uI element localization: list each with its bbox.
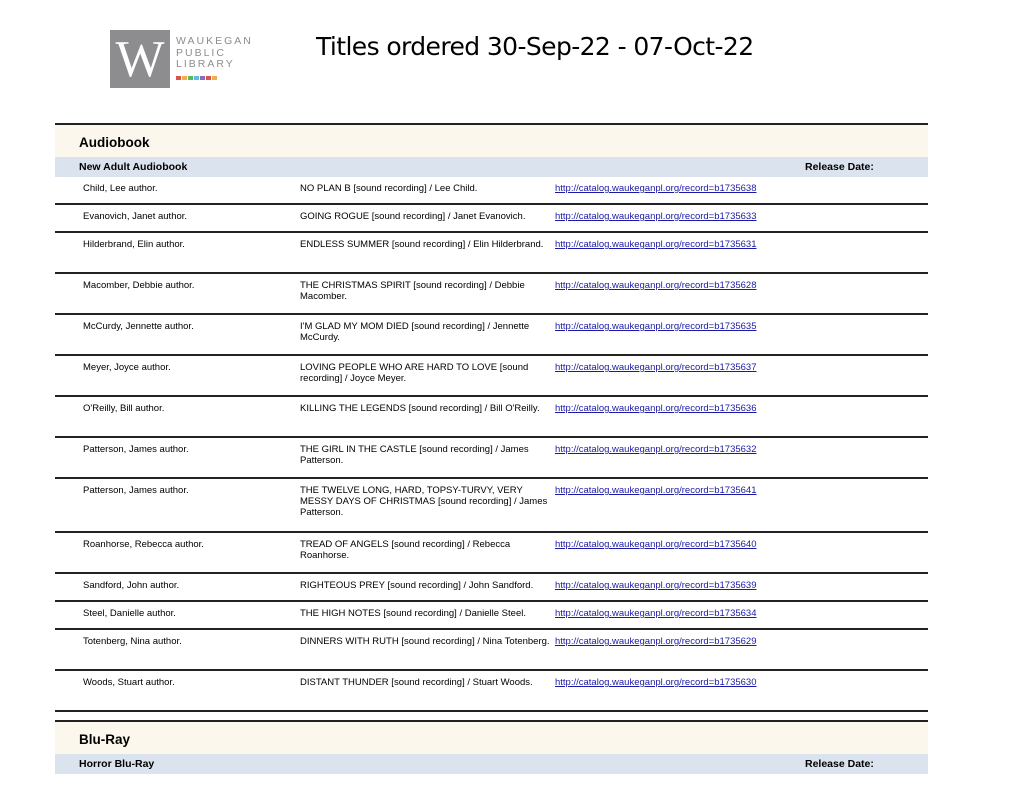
title-cell: KILLING THE LEGENDS [sound recording] / Bill O'Reilly. <box>300 403 540 414</box>
logo-color-dot <box>200 76 205 80</box>
title-cell: ENDLESS SUMMER [sound recording] / Elin Hilderbrand. <box>300 239 544 250</box>
release-date-label: Release Date: <box>805 758 874 770</box>
title-cell: THE CHRISTMAS SPIRIT [sound recording] / Debbie Macomber. <box>300 280 525 302</box>
table-row <box>55 533 928 574</box>
section-title: Audiobook <box>79 135 150 150</box>
section-header <box>55 720 928 754</box>
table-row <box>55 177 928 205</box>
table-row <box>55 397 928 438</box>
author-cell: Hilderbrand, Elin author. <box>83 239 185 250</box>
subsection-header <box>55 157 928 177</box>
title-cell: I'M GLAD MY MOM DIED [sound recording] / Jennette McCurdy. <box>300 321 530 343</box>
title-cell: THE GIRL IN THE CASTLE [sound recording] / James Patterson. <box>300 444 529 466</box>
titles-table <box>55 123 928 774</box>
subsection-header <box>55 754 928 774</box>
author-cell: O'Reilly, Bill author. <box>83 403 165 414</box>
release-date-label: Release Date: <box>805 161 874 173</box>
table-row <box>55 602 928 630</box>
subsection-title: New Adult Audiobook <box>79 161 188 173</box>
logo-color-dot <box>188 76 193 80</box>
author-cell: Macomber, Debbie author. <box>83 280 195 291</box>
logo-color-dot <box>194 76 199 80</box>
page-title: Titles ordered 30-Sep-22 - 07-Oct-22 <box>316 32 754 61</box>
author-cell: Roanhorse, Rebecca author. <box>83 539 204 550</box>
author-cell: Sandford, John author. <box>83 580 180 591</box>
catalog-link[interactable]: http://catalog.waukeganpl.org/record=b1735640 <box>555 539 757 550</box>
author-cell: Woods, Stuart author. <box>83 677 175 688</box>
section-header <box>55 123 928 157</box>
author-cell: Patterson, James author. <box>83 444 189 455</box>
title-cell: RIGHTEOUS PREY [sound recording] / John Sandford. <box>300 580 534 591</box>
table-row <box>55 671 928 712</box>
logo-line: PUBLIC <box>176 46 226 59</box>
catalog-link[interactable]: http://catalog.waukeganpl.org/record=b1735635 <box>555 321 757 332</box>
table-row <box>55 315 928 356</box>
catalog-link[interactable]: http://catalog.waukeganpl.org/record=b1735632 <box>555 444 757 455</box>
table-row <box>55 630 928 671</box>
logo-w-mark <box>110 30 170 88</box>
catalog-link[interactable]: http://catalog.waukeganpl.org/record=b1735630 <box>555 677 757 688</box>
catalog-link[interactable]: http://catalog.waukeganpl.org/record=b1735629 <box>555 636 757 647</box>
logo-line: WAUKEGAN <box>176 35 253 47</box>
logo-line: LIBRARY <box>176 58 235 70</box>
table-row <box>55 356 928 397</box>
table-row <box>55 479 928 533</box>
title-cell: DISTANT THUNDER [sound recording] / Stuart Woods. <box>300 677 533 688</box>
table-row <box>55 274 928 315</box>
catalog-link[interactable]: http://catalog.waukeganpl.org/record=b1735639 <box>555 580 757 591</box>
title-cell: TREAD OF ANGELS [sound recording] / Rebecca Roanhorse. <box>300 539 511 561</box>
catalog-link[interactable]: http://catalog.waukeganpl.org/record=b1735633 <box>555 211 757 222</box>
title-cell: NO PLAN B [sound recording] / Lee Child. <box>300 183 478 194</box>
table-row <box>55 438 928 479</box>
logo-color-dot <box>176 76 181 80</box>
logo-w-letter: W <box>115 31 165 88</box>
title-cell: DINNERS WITH RUTH [sound recording] / Nina Totenberg. <box>300 636 550 647</box>
title-cell: LOVING PEOPLE WHO ARE HARD TO LOVE [sound recording] / Joyce Meyer. <box>300 362 529 384</box>
catalog-link[interactable]: http://catalog.waukeganpl.org/record=b1735634 <box>555 608 757 619</box>
subsection-title: Horror Blu-Ray <box>79 758 155 770</box>
title-cell: GOING ROGUE [sound recording] / Janet Evanovich. <box>300 211 526 222</box>
table-row <box>55 574 928 602</box>
table-row <box>55 205 928 233</box>
author-cell: Steel, Danielle author. <box>83 608 176 619</box>
section-spacer <box>55 712 928 720</box>
logo-color-dot <box>212 76 217 80</box>
author-cell: Totenberg, Nina author. <box>83 636 182 647</box>
title-cell: THE TWELVE LONG, HARD, TOPSY-TURVY, VERY MESSY DAYS OF CHRISTMAS [sound recording] / James Patterson. <box>300 485 548 518</box>
author-cell: Child, Lee author. <box>83 183 158 194</box>
author-cell: Meyer, Joyce author. <box>83 362 171 373</box>
author-cell: Patterson, James author. <box>83 485 189 496</box>
library-logo <box>110 30 260 90</box>
catalog-link[interactable]: http://catalog.waukeganpl.org/record=b1735636 <box>555 403 757 414</box>
catalog-link[interactable]: http://catalog.waukeganpl.org/record=b1735638 <box>555 183 757 194</box>
title-cell: THE HIGH NOTES [sound recording] / Danielle Steel. <box>300 608 526 619</box>
catalog-link[interactable]: http://catalog.waukeganpl.org/record=b1735631 <box>555 239 757 250</box>
author-cell: McCurdy, Jennette author. <box>83 321 194 332</box>
author-cell: Evanovich, Janet author. <box>83 211 188 222</box>
section-title: Blu-Ray <box>79 732 131 747</box>
logo-wordmark <box>176 36 253 71</box>
logo-color-strip <box>176 76 217 80</box>
table-row <box>55 233 928 274</box>
logo-color-dot <box>182 76 187 80</box>
catalog-link[interactable]: http://catalog.waukeganpl.org/record=b1735641 <box>555 485 757 496</box>
catalog-link[interactable]: http://catalog.waukeganpl.org/record=b1735637 <box>555 362 757 373</box>
catalog-link[interactable]: http://catalog.waukeganpl.org/record=b1735628 <box>555 280 757 291</box>
logo-color-dot <box>206 76 211 80</box>
